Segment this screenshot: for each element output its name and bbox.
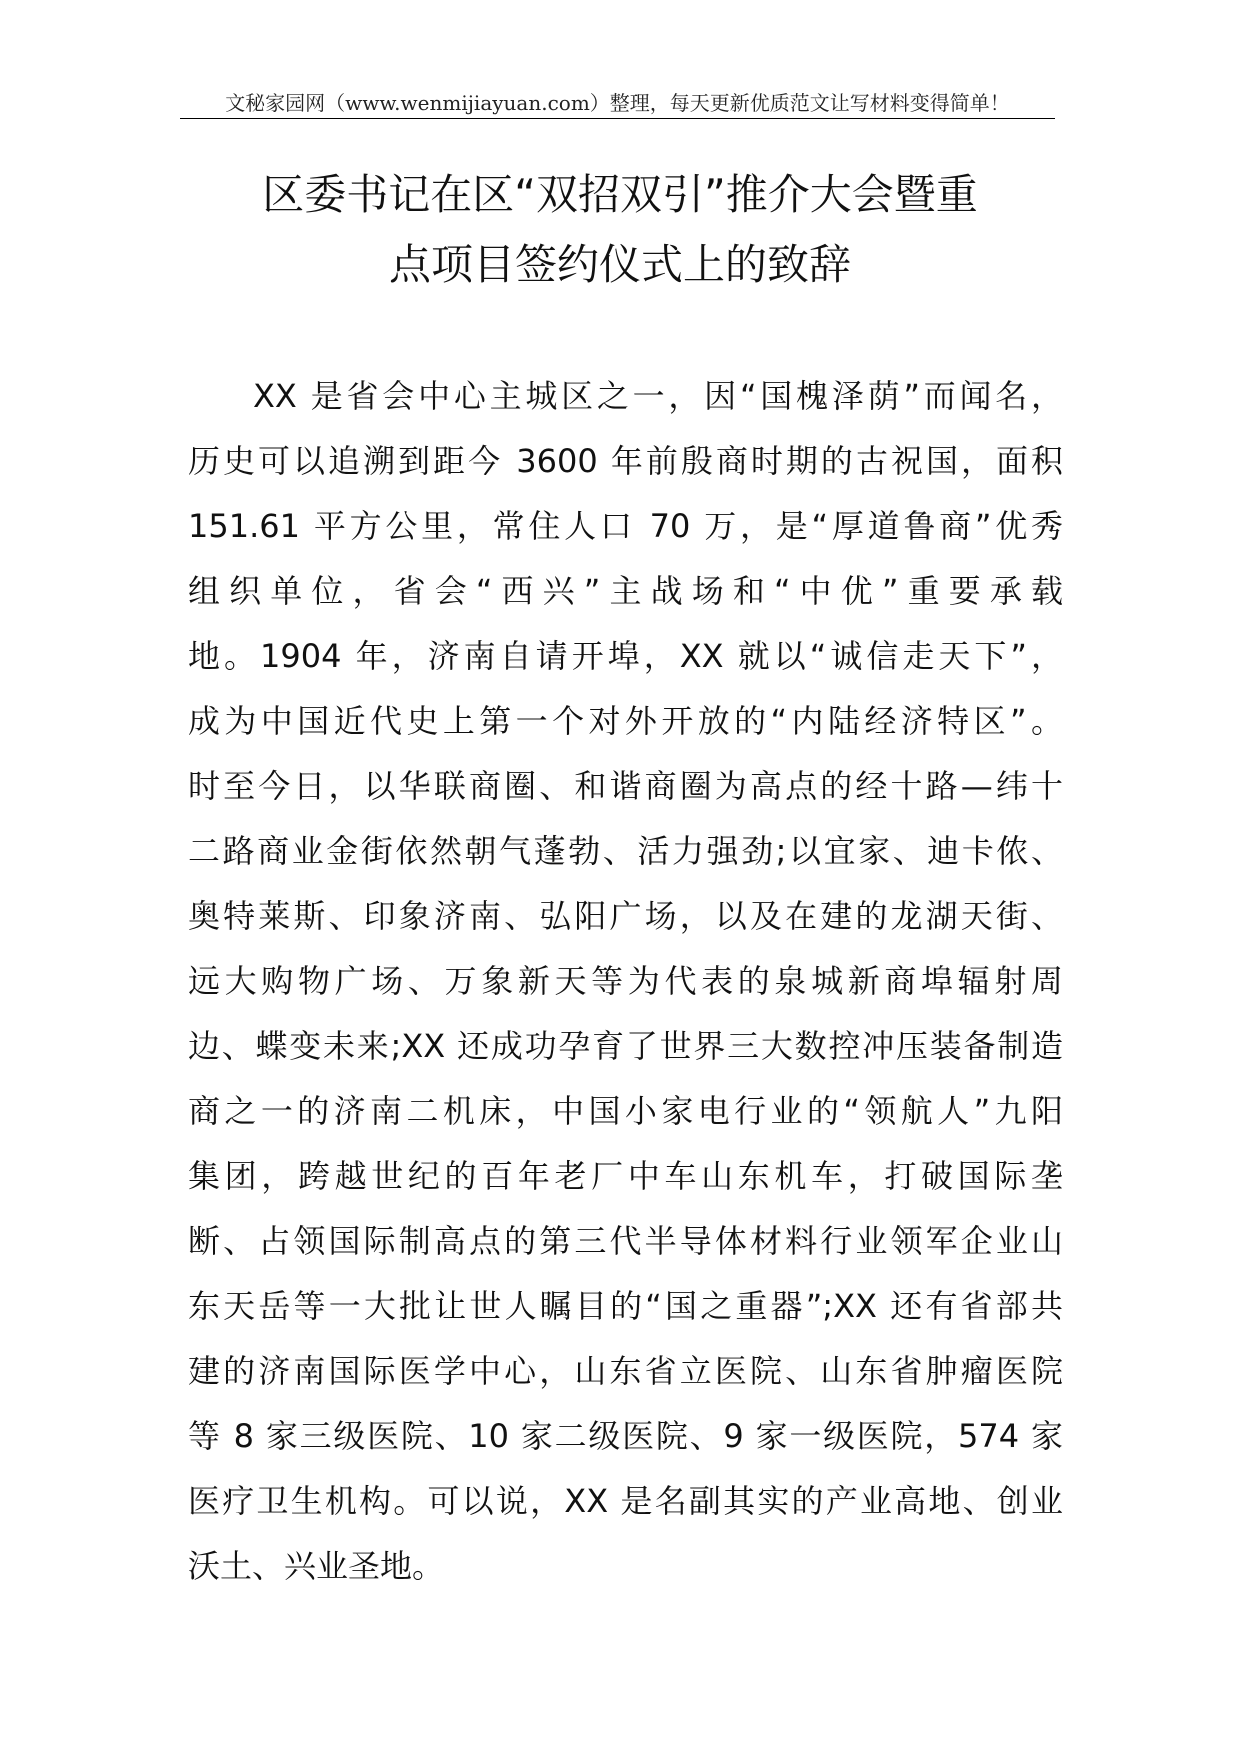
paragraph-line: 地。1904 年，济南自请开埠，XX 就以“诚信走天下”， — [188, 637, 1063, 675]
paragraph-line: 151.61 平方公里，常住人口 70 万，是“厚道鲁商”优秀 — [188, 507, 1063, 545]
paragraph-line: 成为中国近代史上第一个对外开放的“内陆经济特区”。 — [188, 702, 1063, 740]
paragraph-line: 沃土、兴业圣地。 — [188, 1547, 445, 1585]
title-line: 点项目签约仪式上的致辞 — [388, 240, 851, 289]
paragraph-line: 建的济南国际医学中心，山东省立医院、山东省肿瘤医院 — [188, 1352, 1063, 1390]
paragraph-line: 时至今日，以华联商圈、和谐商圈为高点的经十路—纬十 — [188, 767, 1063, 805]
paragraph-line: 奥特莱斯、印象济南、弘阳广场，以及在建的龙湖天街、 — [188, 897, 1063, 935]
paragraph-line: XX 是省会中心主城区之一，因“国槐泽荫”而闻名， — [253, 377, 1063, 415]
paragraph-line: 二路商业金街依然朝气蓬勃、活力强劲;以宜家、迪卡侬、 — [188, 832, 1063, 870]
paragraph-line: 组织单位，省会“西兴”主战场和“中优”重要承载 — [188, 572, 1063, 610]
paragraph-line: 历史可以追溯到距今 3600 年前殷商时期的古祝国，面积 — [188, 442, 1063, 480]
paragraph-line: 医疗卫生机构。可以说，XX 是名副其实的产业高地、创业 — [188, 1482, 1063, 1520]
paragraph-line: 等 8 家三级医院、10 家二级医院、9 家一级医院，574 家 — [188, 1417, 1063, 1455]
body-paragraph — [188, 364, 1063, 1599]
paragraph-line: 集团，跨越世纪的百年老厂中车山东机车，打破国际垄 — [188, 1157, 1063, 1195]
paragraph-line: 远大购物广场、万象新天等为代表的泉城新商埠辐射周 — [188, 962, 1063, 1000]
document-title — [160, 160, 1080, 300]
page-header: 文秘家园网（www.wenmijiayuan.com）整理，每天更新优质范文让写材料变得简单！ — [180, 88, 1055, 119]
paragraph-line: 断、占领国际制高点的第三代半导体材料行业领军企业山 — [188, 1222, 1063, 1260]
paragraph-line: 东天岳等一大批让世人瞩目的“国之重器”;XX 还有省部共 — [188, 1287, 1063, 1325]
paragraph-line: 商之一的济南二机床，中国小家电行业的“领航人”九阳 — [188, 1092, 1063, 1130]
title-line: 区委书记在区“双招双引”推介大会暨重 — [262, 170, 978, 219]
paragraph-line: 边、蝶变未来;XX 还成功孕育了世界三大数控冲压装备制造 — [188, 1027, 1063, 1065]
